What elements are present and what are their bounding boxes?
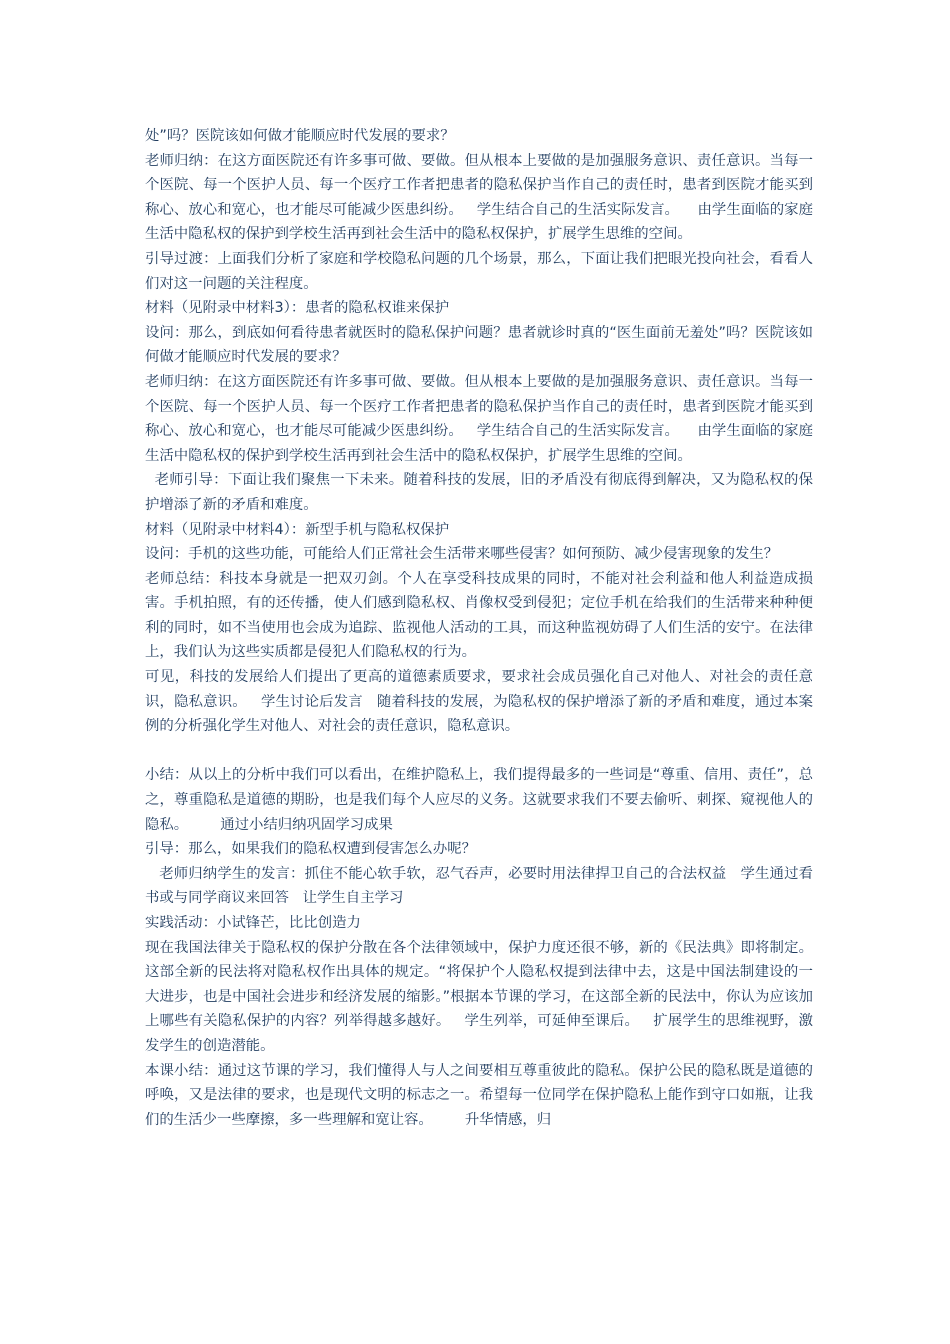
paragraph: 处”吗？医院该如何做才能顺应时代发展的要求？ — [145, 128, 455, 144]
paragraph: 老师归纳学生的发言：抓住不能心软手软，忍气吞声，必要时用法律捍卫自己的合法权益 学生通过看书或与同学商议来回答 让学生自主学习 — [145, 865, 813, 907]
paragraph: 设问：手机的这些功能，可能给人们正常社会生活带来哪些侵害？如何预防、减少侵害现象的发生？ — [145, 546, 779, 563]
blank-line — [145, 739, 813, 764]
paragraph: 设问：那么，到底如何看待患者就医时的隐私保护问题？患者就诊时真的“医生面前无羞处”吗？医院该如何做才能顺应时代发展的要求？ — [145, 324, 813, 366]
paragraph: 本课小结：通过这节课的学习，我们懂得人与人之间要相互尊重彼此的隐私。保护公民的隐私既是道德的呼唤，又是法律的要求，也是现代文明的标志之一。希望每一位同学在保护隐私上能作到守口如瓶，让我们的生活少一些摩擦，多一些理解和宽让容。 升华情感，归 — [145, 1062, 813, 1128]
paragraph: 老师总结：科技本身就是一把双刃剑。个人在享受科技成果的同时，不能对社会利益和他人利益造成损害。手机拍照，有的还传播，使人们感到隐私权、肖像权受到侵犯；定位手机在给我们的生活带来种种便利的同时，如不当使用也会成为追踪、监视他人活动的工具，而这种监视妨碍了人们生活的安宁。在法律上，我们认为这些实质都是侵犯人们隐私权的行为。 — [145, 570, 813, 661]
material-heading: 材料（见附录中材料3）：患者的隐私权谁来保护 — [145, 300, 450, 317]
paragraph: 引导过渡：上面我们分析了家庭和学校隐私问题的几个场景，那么，下面让我们把眼光投向社会，看看人们对这一问题的关注程度。 — [145, 250, 813, 292]
paragraph: 可见，科技的发展给人们提出了更高的道德素质要求，要求社会成员强化自己对他人、对社会的责任意识，隐私意识。 学生讨论后发言 随着科技的发展，为隐私权的保护增添了新的矛盾和难度，通过本案例的分析强化学生对他人、对社会的责任意识，隐私意识。 — [145, 669, 813, 735]
paragraph: 现在我国法律关于隐私权的保护分散在各个法律领域中，保护力度还很不够，新的《民法典》即将制定。这部全新的民法将对隐私权作出具体的规定。“将保护个人隐私权提到法律中去，这是中国法制建设的一大进步，也是中国社会进步和经济发展的缩影。”根据本节课的学习，在这部全新的民法中，你认为应该加上哪些有关隐私保护的内容？列举得越多越好。 学生列举，可延伸至课后。 扩展学生的思维视野，激发学生的创造潜能。 — [145, 939, 813, 1054]
paragraph: 引导：那么，如果我们的隐私权遭到侵害怎么办呢？ — [145, 841, 476, 858]
paragraph: 老师归纳：在这方面医院还有许多事可做、要做。但从根本上要做的是加强服务意识、责任意识。当每一个医院、每一个医护人员、每一个医疗工作者把患者的隐私保护当作自己的责任时，患者到医院才能买到称心、放心和宽心，也才能尽可能减少医患纠纷。 学生结合自己的生活实际发言。 由学生面临的家庭生活中隐私权的保护到学校生活再到社会生活中的隐私权保护，扩展学生思维的空间。 — [145, 373, 813, 464]
paragraph: 老师归纳：在这方面医院还有许多事可做、要做。但从根本上要做的是加强服务意识、责任意识。当每一个医院、每一个医护人员、每一个医疗工作者把患者的隐私保护当作自己的责任时，患者到医院才能买到称心、放心和宽心，也才能尽可能减少医患纠纷。 学生结合自己的生活实际发言。 由学生面临的家庭生活中隐私权的保护到学校生活再到社会生活中的隐私权保护，扩展学生思维的空间。 — [145, 152, 813, 243]
activity-heading: 实践活动：小试锋芒，比比创造力 — [145, 915, 361, 931]
material-heading: 材料（见附录中材料4）：新型手机与隐私权保护 — [145, 521, 450, 538]
paragraph: 老师引导：下面让我们聚焦一下未来。随着科技的发展，旧的矛盾没有彻底得到解决，又为隐私权的保护增添了新的矛盾和难度。 — [145, 472, 813, 513]
document-body — [145, 124, 813, 1132]
paragraph: 小结：从以上的分析中我们可以看出，在维护隐私上，我们提得最多的一些词是“尊重、信用、责任”，总之，尊重隐私是道德的期盼，也是我们每个人应尽的义务。这就要求我们不要去偷听、刺探、窥视他人的隐私。 通过小结归纳巩固学习成果 — [145, 767, 813, 833]
